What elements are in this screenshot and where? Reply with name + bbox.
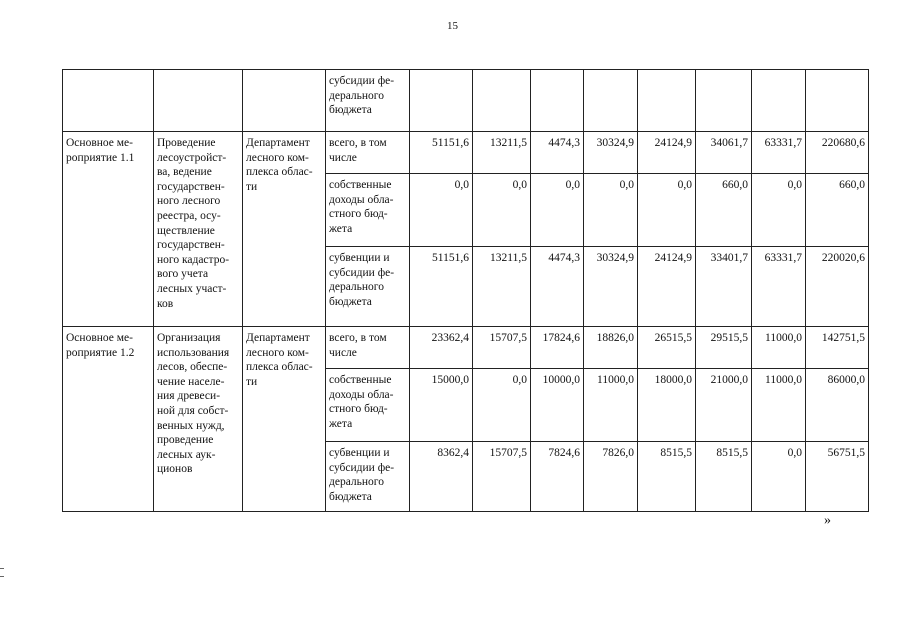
value-cell: 15000,0 bbox=[410, 369, 473, 442]
value-cell bbox=[752, 70, 806, 132]
value-cell bbox=[410, 70, 473, 132]
value-cell: 15707,5 bbox=[473, 327, 531, 369]
value-cell bbox=[638, 70, 696, 132]
page-number: 15 bbox=[447, 20, 458, 32]
value-cell: 21000,0 bbox=[696, 369, 752, 442]
funding-source-cell: собственные доходы обла- стного бюд- жета bbox=[326, 174, 410, 247]
value-cell: 24124,9 bbox=[638, 247, 696, 327]
value-cell: 11000,0 bbox=[584, 369, 638, 442]
total-value-cell: 220020,6 bbox=[806, 247, 869, 327]
measure-name-cell: Основное ме- роприятие 1.1 bbox=[63, 132, 154, 327]
value-cell: 8515,5 bbox=[696, 442, 752, 512]
value-cell: 63331,7 bbox=[752, 132, 806, 174]
value-cell: 18826,0 bbox=[584, 327, 638, 369]
value-cell: 51151,6 bbox=[410, 247, 473, 327]
value-cell: 30324,9 bbox=[584, 132, 638, 174]
funding-source-cell: всего, в том числе bbox=[326, 132, 410, 174]
value-cell: 0,0 bbox=[752, 442, 806, 512]
value-cell: 29515,5 bbox=[696, 327, 752, 369]
total-value-cell: 220680,6 bbox=[806, 132, 869, 174]
value-cell: 7824,6 bbox=[531, 442, 584, 512]
executor-cell bbox=[243, 70, 326, 132]
value-cell: 7826,0 bbox=[584, 442, 638, 512]
value-cell: 660,0 bbox=[696, 174, 752, 247]
value-cell: 13211,5 bbox=[473, 132, 531, 174]
measure-description-cell: Организация использования лесов, обеспе- чение населе- ния древеси- ной для собст- венных нужд, проведение лесных аук- ционов bbox=[154, 327, 243, 512]
value-cell: 24124,9 bbox=[638, 132, 696, 174]
value-cell bbox=[584, 70, 638, 132]
executor-cell: Департамент лесного ком- плекса облас- ти bbox=[243, 327, 326, 512]
value-cell: 0,0 bbox=[584, 174, 638, 247]
value-cell: 4474,3 bbox=[531, 247, 584, 327]
measure-description-cell: Проведение лесоустройст- ва, ведение государствен- ного лесного реестра, осу- ществление государствен- ного кадастро- вого учета лесных участ- ков bbox=[154, 132, 243, 327]
value-cell bbox=[531, 70, 584, 132]
value-cell: 8515,5 bbox=[638, 442, 696, 512]
value-cell: 51151,6 bbox=[410, 132, 473, 174]
value-cell: 11000,0 bbox=[752, 369, 806, 442]
total-value-cell: 660,0 bbox=[806, 174, 869, 247]
value-cell: 33401,7 bbox=[696, 247, 752, 327]
total-value-cell: 142751,5 bbox=[806, 327, 869, 369]
measure-name-cell: Основное ме- роприятие 1.2 bbox=[63, 327, 154, 512]
value-cell: 63331,7 bbox=[752, 247, 806, 327]
table-row bbox=[63, 327, 869, 369]
funding-source-cell: субвенции и субсидии фе- дерального бюджета bbox=[326, 442, 410, 512]
value-cell: 10000,0 bbox=[531, 369, 584, 442]
funding-source-cell: собственные доходы обла- стного бюд- жета bbox=[326, 369, 410, 442]
table-row bbox=[63, 132, 869, 174]
value-cell: 0,0 bbox=[410, 174, 473, 247]
value-cell: 0,0 bbox=[638, 174, 696, 247]
value-cell: 23362,4 bbox=[410, 327, 473, 369]
budget-table bbox=[62, 69, 869, 512]
value-cell: 8362,4 bbox=[410, 442, 473, 512]
value-cell bbox=[806, 70, 869, 132]
value-cell: 0,0 bbox=[752, 174, 806, 247]
funding-source-cell: субсидии фе- дерального бюджета bbox=[326, 70, 410, 132]
value-cell: 13211,5 bbox=[473, 247, 531, 327]
value-cell bbox=[696, 70, 752, 132]
value-cell: 0,0 bbox=[531, 174, 584, 247]
table-row-continuation bbox=[63, 70, 869, 132]
executor-cell: Департамент лесного ком- плекса облас- ти bbox=[243, 132, 326, 327]
value-cell: 0,0 bbox=[473, 174, 531, 247]
value-cell: 17824,6 bbox=[531, 327, 584, 369]
value-cell: 34061,7 bbox=[696, 132, 752, 174]
total-value-cell: 86000,0 bbox=[806, 369, 869, 442]
value-cell: 4474,3 bbox=[531, 132, 584, 174]
value-cell: 11000,0 bbox=[752, 327, 806, 369]
value-cell: 0,0 bbox=[473, 369, 531, 442]
value-cell: 30324,9 bbox=[584, 247, 638, 327]
margin-tick-mark bbox=[0, 568, 4, 569]
value-cell: 15707,5 bbox=[473, 442, 531, 512]
value-cell bbox=[473, 70, 531, 132]
funding-source-cell: всего, в том числе bbox=[326, 327, 410, 369]
total-value-cell: 56751,5 bbox=[806, 442, 869, 512]
funding-source-cell: субвенции и субсидии фе- дерального бюджета bbox=[326, 247, 410, 327]
description-cell bbox=[154, 70, 243, 132]
closing-quote-mark: » bbox=[824, 513, 831, 528]
value-cell: 26515,5 bbox=[638, 327, 696, 369]
measure-cell bbox=[63, 70, 154, 132]
margin-tick-mark bbox=[0, 576, 4, 577]
value-cell: 18000,0 bbox=[638, 369, 696, 442]
